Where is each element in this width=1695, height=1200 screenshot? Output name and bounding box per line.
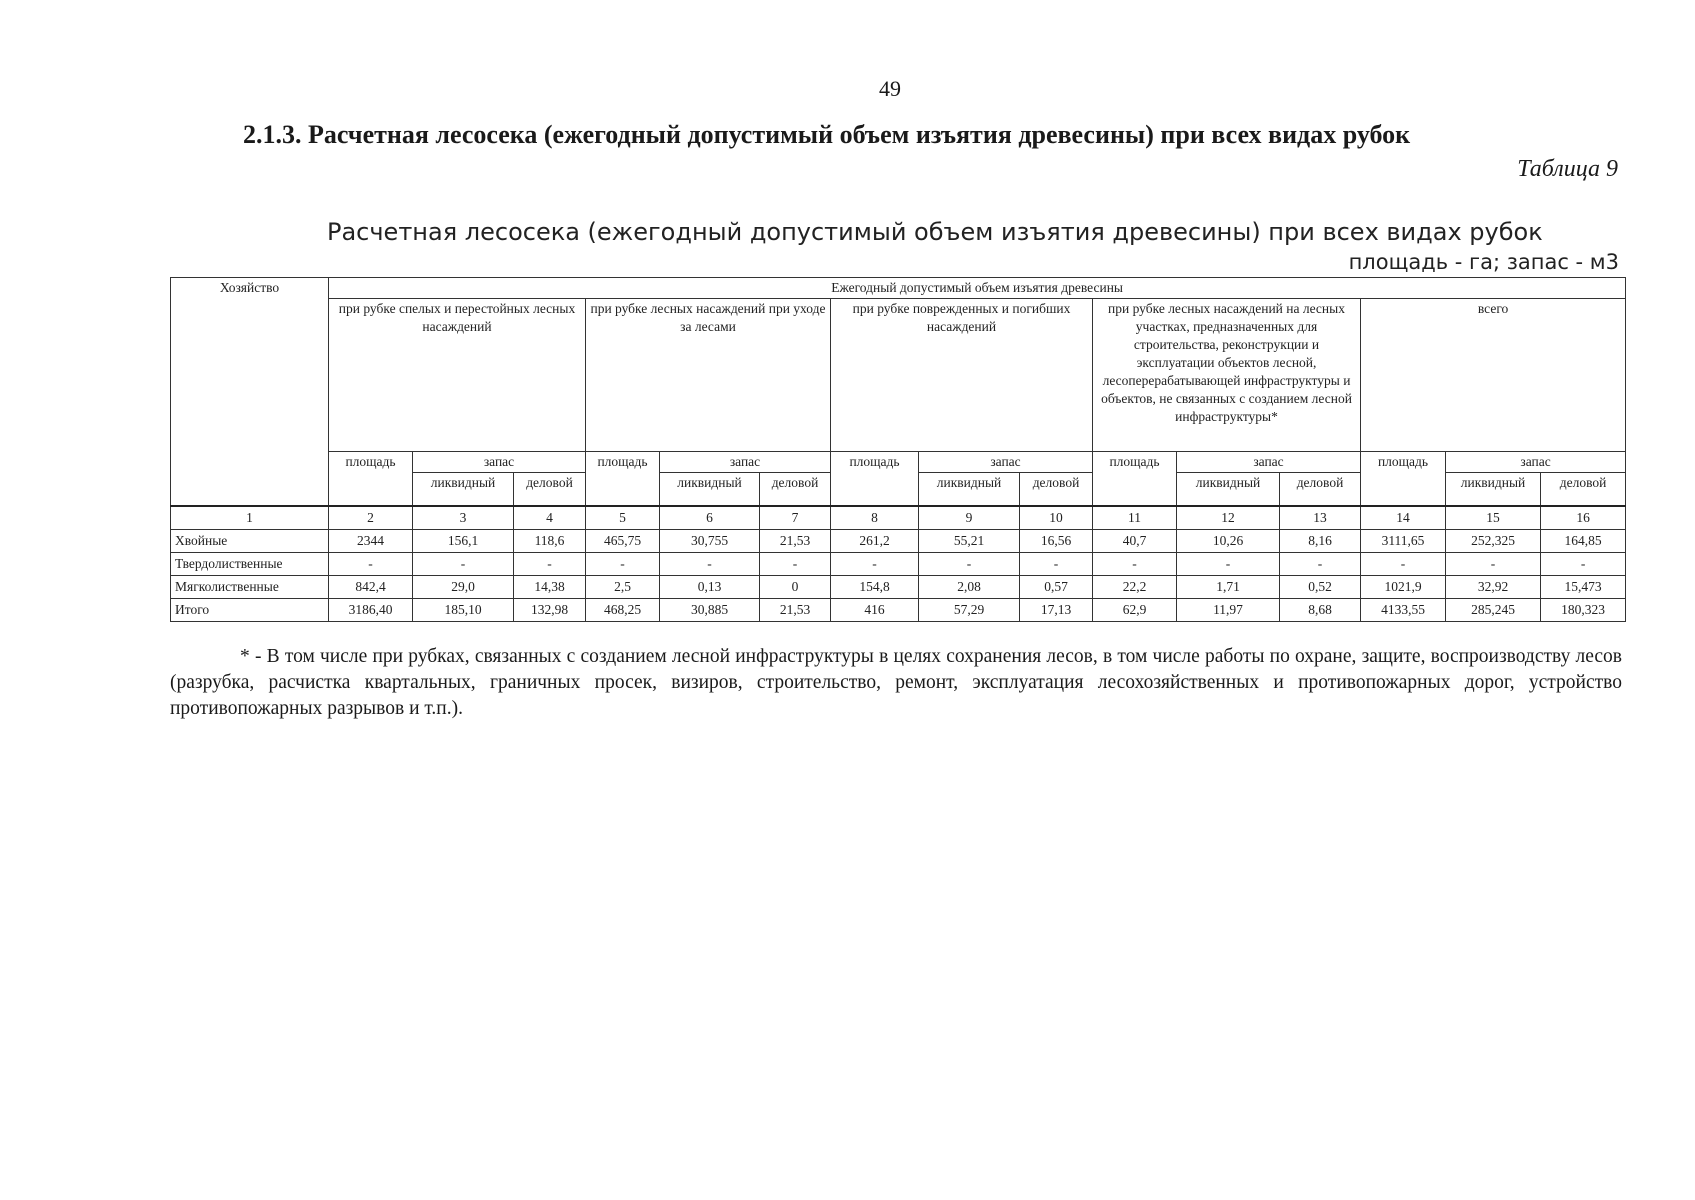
column-number: 13: [1280, 506, 1361, 530]
table-row: [171, 530, 1626, 553]
table-cell: 465,75: [586, 530, 660, 553]
harvest-table: [170, 277, 1626, 622]
page-number: 49: [879, 76, 901, 101]
table-cell: 8,16: [1280, 530, 1361, 553]
table-cell: 3186,40: [329, 599, 413, 622]
header-stock: запас: [919, 452, 1093, 473]
table-cell: 17,13: [1020, 599, 1093, 622]
header-area: площадь: [1361, 452, 1446, 507]
header-business: деловой: [1541, 473, 1626, 507]
table-cell: 252,325: [1446, 530, 1541, 553]
row-name: Твердолиственные: [171, 553, 329, 576]
table-cell: 30,885: [660, 599, 760, 622]
table-cell: 164,85: [1541, 530, 1626, 553]
table-cell: -: [760, 553, 831, 576]
table-cell: 2344: [329, 530, 413, 553]
table-cell: -: [514, 553, 586, 576]
header-liquid: ликвидный: [413, 473, 514, 507]
row-name: Мягколиственные: [171, 576, 329, 599]
table-caption: Расчетная лесосека (ежегодный допустимый объем изъятия древесины) при всех видах рубок: [327, 218, 1543, 246]
column-number: 6: [660, 506, 760, 530]
table-cell: 16,56: [1020, 530, 1093, 553]
table-cell: 468,25: [586, 599, 660, 622]
table-cell: -: [1541, 553, 1626, 576]
table-cell: -: [586, 553, 660, 576]
header-business: деловой: [1280, 473, 1361, 507]
header-row-2: [171, 299, 1626, 452]
table-cell: 0,57: [1020, 576, 1093, 599]
header-area: площадь: [831, 452, 919, 507]
table-cell: 14,38: [514, 576, 586, 599]
table-cell: -: [329, 553, 413, 576]
table-cell: -: [1446, 553, 1541, 576]
column-number: 1: [171, 506, 329, 530]
column-number: 5: [586, 506, 660, 530]
table-cell: 118,6: [514, 530, 586, 553]
table-cell: 8,68: [1280, 599, 1361, 622]
table-cell: -: [919, 553, 1020, 576]
table-cell: -: [1020, 553, 1093, 576]
column-number: 11: [1093, 506, 1177, 530]
column-number-row: [171, 506, 1626, 530]
table-cell: 21,53: [760, 599, 831, 622]
table-cell: 180,323: [1541, 599, 1626, 622]
table-cell: 40,7: [1093, 530, 1177, 553]
table-cell: 10,26: [1177, 530, 1280, 553]
header-group-total: всего: [1361, 299, 1626, 452]
table-cell: 2,5: [586, 576, 660, 599]
header-group-mature: при рубке спелых и перестойных лесных насаждений: [329, 299, 586, 452]
header-business: деловой: [514, 473, 586, 507]
column-number: 12: [1177, 506, 1280, 530]
header-row-3: [171, 452, 1626, 473]
table-cell: 285,245: [1446, 599, 1541, 622]
row-name: Хвойные: [171, 530, 329, 553]
table-cell: 3111,65: [1361, 530, 1446, 553]
header-stock: запас: [1177, 452, 1361, 473]
table-cell: 11,97: [1177, 599, 1280, 622]
table-cell: -: [1177, 553, 1280, 576]
header-area: площадь: [1093, 452, 1177, 507]
header-group-damaged: при рубке поврежденных и погибших насаждений: [831, 299, 1093, 452]
table-cell: 57,29: [919, 599, 1020, 622]
header-stock: запас: [413, 452, 586, 473]
header-liquid: ликвидный: [919, 473, 1020, 507]
column-number: 7: [760, 506, 831, 530]
header-row-1: [171, 278, 1626, 299]
table-cell: 0,52: [1280, 576, 1361, 599]
table-cell: 185,10: [413, 599, 514, 622]
header-business: деловой: [1020, 473, 1093, 507]
table-cell: 1,71: [1177, 576, 1280, 599]
table-cell: -: [831, 553, 919, 576]
table-cell: 156,1: [413, 530, 514, 553]
row-name: Итого: [171, 599, 329, 622]
column-number: 3: [413, 506, 514, 530]
header-annual-volume: Ежегодный допустимый объем изъятия древесины: [329, 278, 1626, 299]
table-cell: -: [413, 553, 514, 576]
column-number: 16: [1541, 506, 1626, 530]
table-cell: -: [1361, 553, 1446, 576]
table-cell: 32,92: [1446, 576, 1541, 599]
column-number: 15: [1446, 506, 1541, 530]
footnote: * - В том числе при рубках, связанных с созданием лесной инфраструктуры в целях сохранения лесов, в том числе работы по охране, защите, воспроизводству лесов (разрубка, расчистка квартальных, граничных просек, визиров, строительство, ремонт, эксплуатация лесохозяйственных и противопожарных дорог, устройство противопожарных разрывов и т.п.).: [170, 646, 1622, 719]
header-group-care: при рубке лесных насаждений при уходе за лесами: [586, 299, 831, 452]
units-note: площадь - га; запас - м3: [1348, 250, 1619, 274]
column-number: 2: [329, 506, 413, 530]
table-cell: 416: [831, 599, 919, 622]
table-cell: 29,0: [413, 576, 514, 599]
table-cell: 15,473: [1541, 576, 1626, 599]
table-cell: -: [660, 553, 760, 576]
table-cell: -: [1093, 553, 1177, 576]
table-row: [171, 599, 1626, 622]
column-number: 4: [514, 506, 586, 530]
header-liquid: ликвидный: [1177, 473, 1280, 507]
table-label: Таблица 9: [1517, 156, 1618, 182]
table-cell: 21,53: [760, 530, 831, 553]
column-number: 10: [1020, 506, 1093, 530]
header-stock: запас: [660, 452, 831, 473]
table-cell: 0: [760, 576, 831, 599]
table-cell: 22,2: [1093, 576, 1177, 599]
header-business: деловой: [760, 473, 831, 507]
header-farm: Хозяйство: [171, 278, 329, 507]
table-cell: 1021,9: [1361, 576, 1446, 599]
table-row: [171, 553, 1626, 576]
table-cell: 4133,55: [1361, 599, 1446, 622]
table-cell: 842,4: [329, 576, 413, 599]
table-cell: 132,98: [514, 599, 586, 622]
header-liquid: ликвидный: [1446, 473, 1541, 507]
table-row: [171, 576, 1626, 599]
table-cell: 154,8: [831, 576, 919, 599]
section-title: 2.1.3. Расчетная лесосека (ежегодный допустимый объем изъятия древесины) при всех видах рубок: [243, 120, 1411, 149]
header-area: площадь: [329, 452, 413, 507]
header-liquid: ликвидный: [660, 473, 760, 507]
table-cell: 2,08: [919, 576, 1020, 599]
column-number: 9: [919, 506, 1020, 530]
table-cell: 30,755: [660, 530, 760, 553]
header-group-infrastructure: при рубке лесных насаждений на лесных участках, предназначенных для строительства, реконструкции и эксплуатации объектов лесной, лесоперерабатывающей инфраструктуры и объектов, не связанных с созданием лесной инфраструктуры*: [1093, 299, 1361, 452]
header-area: площадь: [586, 452, 660, 507]
column-number: 8: [831, 506, 919, 530]
table-cell: 261,2: [831, 530, 919, 553]
table-cell: 55,21: [919, 530, 1020, 553]
table-cell: 0,13: [660, 576, 760, 599]
column-number: 14: [1361, 506, 1446, 530]
header-stock: запас: [1446, 452, 1626, 473]
table-cell: 62,9: [1093, 599, 1177, 622]
table-cell: -: [1280, 553, 1361, 576]
